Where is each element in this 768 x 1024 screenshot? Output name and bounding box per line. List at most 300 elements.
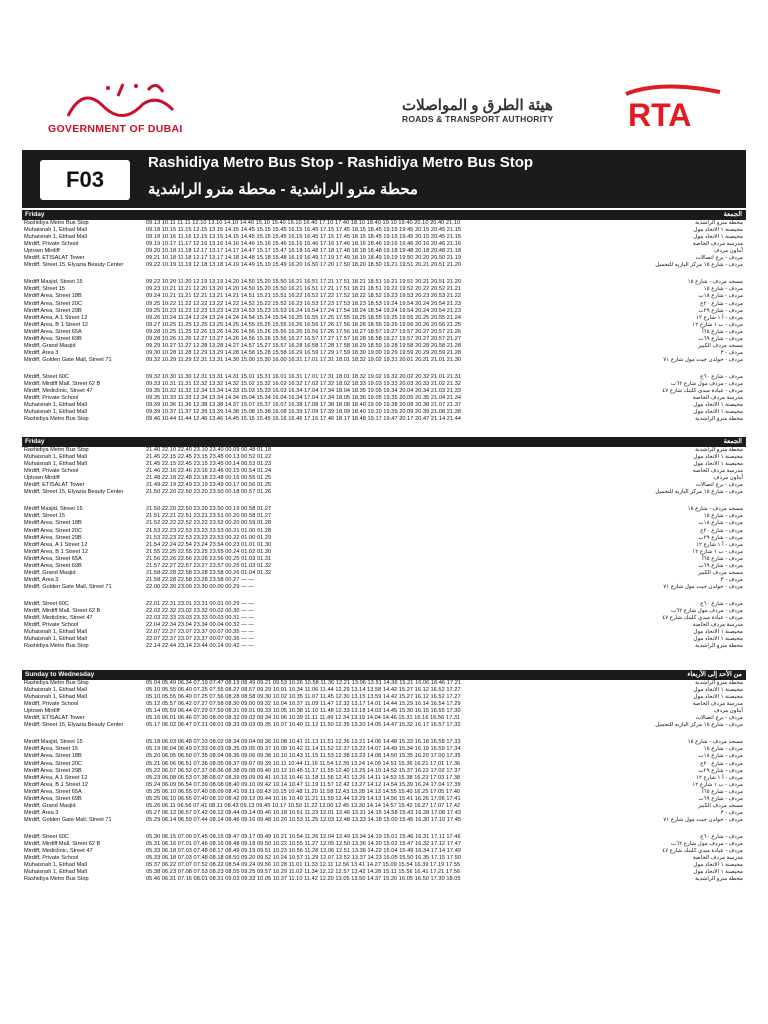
stop-name-arabic: مردف - شارع ٦٩ب — [698, 795, 743, 802]
table-row — [22, 789, 746, 796]
departure-times: 05.33 06.18 07.03 07.48 08.18 08.50 09.20 09.52 10.24 10.57 11.29 12.07 12.52 13.37 14.23 15.05 15.50 16.35 17.15 17.50 — [146, 855, 462, 862]
stop-name-arabic: مسجد مردف - شارع ١٥ — [687, 739, 743, 746]
table-row — [22, 388, 746, 395]
stop-name: Mirdiff Area, Street 69B — [24, 795, 82, 802]
departure-times: 05.12 05.57 06.42 07.27 07.58 08.30 09.00 09.32 10.04 10.37 11.09 11.47 12.32 13.17 14.01 14.44 15.29 16.14 16.54 17.29 — [146, 701, 461, 708]
table-row — [22, 262, 746, 276]
table-row — [22, 636, 746, 643]
stop-name-arabic: مردف - برج اتصالات — [695, 715, 743, 722]
svg-text:RTA: RTA — [628, 97, 692, 132]
table-row — [22, 584, 746, 598]
stop-name: Mirdiff Area, Street 29B — [24, 307, 82, 314]
departure-times: 21.55 22.25 22.55 23.25 23.55 00.24 01.02 01.30 — [146, 548, 272, 555]
stop-name: Mirdiff Area, Street 20C — [24, 527, 83, 534]
stop-name: Mirdiff Area, A 1 Street 12 — [24, 314, 88, 321]
stop-name-arabic: محيصنة ١ الاتحاد مول — [693, 461, 743, 468]
stop-name-arabic: مردف - شارع ٦٠ج — [700, 833, 743, 840]
departure-times: 21.56 22.26 22.56 23.26 23.56 00.25 01.03 01.31 — [146, 555, 272, 562]
stop-name-arabic: مردف - شارع ٦٩ب — [698, 335, 743, 342]
stop-name-arabic: أبتاون مردف — [713, 248, 743, 255]
stop-name-arabic: مردف - شارع ٢٩ب — [698, 534, 743, 541]
stop-name: Mirdiff Area, Street 20C — [24, 300, 83, 307]
table-row — [22, 220, 746, 227]
departure-times: 05.26 06.11 06.56 07.41 08.11 08.43 09.13 09.45 10.17 10.50 11.22 12.00 12.45 13.30 14.14 14.57 15.42 16.27 17.07 17.42 — [146, 802, 461, 809]
table-row — [22, 468, 746, 475]
stop-name-arabic: محطة مترو الراشدية — [695, 643, 743, 650]
table-row — [22, 343, 746, 350]
stop-name: Muhaisnah 1, Etihad Mall — [24, 234, 87, 241]
day-label-arabic: من الأحد إلى الأربعاء — [687, 671, 742, 678]
stop-name-arabic: مسجد مردف الكبير — [698, 342, 743, 349]
table-row — [22, 556, 746, 563]
stop-name: Mirdiff, Mediclinic, Street 47 — [24, 388, 93, 395]
stop-name: Mirdiff Area, Street 18B — [24, 520, 82, 527]
stop-name-arabic: مردف - جولدن جيت مول شارع ٧١ — [663, 356, 743, 363]
stop-name: Muhaisnah 1, Etihad Mall — [24, 629, 87, 636]
stop-name-arabic: محيصنة ١ الاتحاد مول — [693, 402, 743, 409]
departure-times: 09.39 10.37 11.37 12.39 13.39 14.38 15.08 15.38 16.08 16.39 17.09 17.39 18.09 18.40 19.10 19.39 20.09 20.39 21.08 21.38 — [146, 409, 462, 416]
table-row — [22, 608, 746, 615]
stop-name: Muhaisnah 1, Etihad Mall — [24, 454, 87, 461]
departure-times: 05.10 05.55 06.40 07.25 07.55 08.27 08.57 09.29 10.01 10.34 11.06 11.44 12.29 13.14 13.58 14.42 15.27 16.12 16.52 17.27 — [146, 687, 461, 694]
government-of-dubai-text: GOVERNMENT OF DUBAI — [48, 123, 183, 135]
departure-times: 22.07 22.37 23.07 23.37 00.07 00.36 — — — [146, 636, 255, 643]
departure-times: 09.27 10.25 11.25 12.25 13.25 14.25 14.55 15.25 15.55 16.26 16.56 17.26 17.56 18.26 18.56 19.26 19.56 20.26 20.56 21.25 — [146, 321, 462, 328]
stop-name: Mirdiff Area, B 1 Street 12 — [24, 548, 88, 555]
departure-times: 21.58 22.28 22.58 23.28 23.58 00.27 — — — [146, 576, 255, 583]
stop-name-arabic: مردف - شارع ٦٥أ — [702, 788, 743, 795]
stop-name-arabic: مردف - ٣ — [720, 349, 743, 356]
stop-name-arabic: مردف - شارع ٦٠ج — [700, 373, 743, 380]
departure-times: 05.23 06.08 06.53 07.38 08.07 08.39 09.09 09.41 10.13 10.46 11.18 11.56 12.41 13.26 14.11 14.53 15.38 16.23 17.03 17.38 — [146, 774, 461, 781]
table-row — [22, 475, 746, 482]
stop-name-arabic: مدرسة مردف الخاصة — [692, 701, 743, 708]
stop-name: Mirdiff, Private School — [24, 622, 79, 629]
stop-name: Mirdiff, Street 60C — [24, 600, 69, 607]
stop-name-arabic: محطة مترو الراشدية — [695, 416, 743, 423]
departure-times: 21.57 22.27 22.57 23.27 23.57 00.25 01.03 01.32 — [146, 562, 272, 569]
departure-times: 09.28 10.25 11.25 12.26 13.26 14.26 14.56 15.26 15.56 16.26 16.56 17.26 17.56 18.27 18.57 19.27 19.57 20.27 20.57 21.26 — [146, 328, 462, 335]
table-row — [22, 329, 746, 336]
stop-name: Mirdiff, Mirdiff Mall, Street 62 B — [24, 608, 101, 615]
route-number: F03 — [40, 160, 130, 200]
table-row — [22, 739, 746, 746]
table-row — [22, 803, 746, 810]
stop-name: Mirdiff, Street 60C — [24, 833, 69, 840]
page-header — [0, 0, 768, 148]
stop-name: Mirdiff, Golden Gate Mall, Street 71 — [24, 356, 112, 363]
stop-name: Mirdiff, Area 3 — [24, 349, 59, 356]
table-row — [22, 549, 746, 556]
stop-name: Mirdiff, Mirdiff Mall, Street 62 B — [24, 381, 101, 388]
departure-times: 05.29 06.14 06.59 07.44 08.14 08.46 09.16 09.48 10.20 10.53 11.25 12.03 12.48 13.33 14.18 15.00 15.45 16.30 17.10 17.45 — [146, 816, 462, 823]
stop-name-arabic: مدرسة مردف الخاصة — [692, 395, 743, 402]
stop-name-arabic: مردف - أ ١ شارع ١٢ — [695, 314, 743, 321]
stop-name: Muhaisnah 1, Etihad Mall — [24, 402, 87, 409]
stop-name: Mirdiff Area, Street 65A — [24, 555, 82, 562]
table-row — [22, 542, 746, 549]
stop-name-arabic: مسجد مردف - شارع ١٥ — [687, 506, 743, 513]
departure-times: 05.14 05.59 06.44 07.29 07.59 08.31 09.01 09.33 10.05 10.38 11.10 11.48 12.33 13.18 14.03 14.45 15.30 16.15 16.55 17.30 — [146, 708, 461, 715]
departure-times: 22.04 22.34 23.04 23.34 00.04 00.32 — — — [146, 622, 255, 629]
departure-times: 22.03 22.33 23.03 23.33 00.03 00.31 — — — [146, 615, 255, 622]
stop-name-arabic: مردف - شارع ١٥ — [703, 286, 743, 293]
stop-name: Mirdiff Area, B 1 Street 12 — [24, 781, 88, 788]
table-row — [22, 336, 746, 343]
stop-name-arabic: محيصنة ١ الاتحاد مول — [693, 862, 743, 869]
stop-name-arabic: محطة مترو الراشدية — [695, 680, 743, 686]
table-row — [22, 810, 746, 817]
stop-name-arabic: محيصنة ١ الاتحاد مول — [693, 454, 743, 461]
stop-name-arabic: مسجد مردف الكبير — [698, 802, 743, 809]
table-row — [22, 834, 746, 841]
departure-times: 09.13 10.11 11.11 12.10 13.10 14.10 14.40 15.10 15.40 16.10 16.40 17.10 17.40 18.10 18.40 19.10 19.40 20.10 20.40 21.10 — [146, 220, 461, 226]
stop-name: Mirdiff, Street 15 — [24, 513, 65, 520]
table-row — [22, 535, 746, 542]
stop-name: Mirdiff, Grand Masjid — [24, 342, 76, 349]
stop-name: Mirdiff, Street 15 — [24, 286, 65, 293]
departure-times: 22.02 22.32 23.02 23.32 00.02 00.30 — — — [146, 608, 255, 615]
stop-name-arabic: مردف - جولدن جيت مول شارع ٧١ — [663, 583, 743, 590]
rta-logo — [620, 84, 732, 132]
departure-times: 09.28 10.26 11.26 12.27 13.27 14.26 14.56 15.26 15.56 16.27 16.57 17.27 17.57 18.28 18.58 19.27 19.57 20.27 20.57 21.27 — [146, 335, 462, 342]
table-row — [22, 528, 746, 535]
departure-times: 09.30 10.28 11.28 12.29 13.29 14.28 14.58 15.28 15.58 16.29 16.59 17.29 17.59 18.30 19.00 19.29 19.59 20.29 20.59 21.28 — [146, 349, 462, 356]
departure-times: 05.19 06.04 06.49 07.33 08.03 08.35 09.05 09.37 10.09 10.42 11.14 11.52 12.37 13.22 14.07 14.49 15.34 16.19 16.59 17.34 — [146, 746, 461, 753]
stop-name: Mirdiff, Golden Gate Mall, Street 71 — [24, 583, 112, 590]
stop-name: Mirdiff, Mirdiff Mall, Street 62 B — [24, 841, 101, 848]
stop-name-arabic: محيصنة ١ الاتحاد مول — [693, 636, 743, 643]
stop-name: Mirdiff Masjid, Street 15 — [24, 739, 83, 746]
stop-name-arabic: مسجد مردف الكبير — [698, 569, 743, 576]
departure-times: 05.38 06.23 07.08 07.53 08.23 08.55 09.25 09.57 10.29 11.02 11.34 12.12 12.57 13.42 14.28 15.11 15.56 16.41 17.21 17.56 — [146, 869, 461, 876]
day-label-english: Friday — [25, 211, 45, 218]
departure-times: 09.22 10.19 11.19 12.18 13.18 14.19 14.49 15.19 15.49 16.20 16.50 17.20 17.50 18.20 18.50 19.21 19.51 20.21 20.51 21.20 — [146, 262, 462, 269]
stop-name-arabic: مردف - شارع ٦٩ب — [698, 562, 743, 569]
day-label-arabic: الجمعة — [723, 438, 742, 445]
table-row — [22, 722, 746, 736]
stop-name-arabic: مردف - شارع ١٨ب — [698, 753, 743, 760]
table-row — [22, 381, 746, 388]
departure-times: 21.50 22.20 22.50 23.20 23.50 00.19 00.58 01.27 — [146, 506, 272, 513]
departure-times: 05.04 05.49 06.34 07.19 07.47 08.19 08.49 09.21 09.53 10.26 10.58 11.36 12.21 13.06 13.51 14.36 15.21 16.06 16.46 17.21 — [146, 680, 462, 686]
table-row — [22, 708, 746, 715]
stop-name: Mirdiff Masjid, Street 15 — [24, 279, 83, 286]
departure-times: 22.01 22.31 23.01 23.31 00.01 00.29 — — — [146, 600, 255, 607]
stop-name: Muhaisnah 1, Etihad Mall — [24, 869, 87, 876]
departure-times: 05.30 06.15 07.00 07.45 08.15 08.47 09.17 09.49 10.21 10.54 11.26 12.04 12.49 13.34 14.19 15.01 15.46 16.31 17.11 17.46 — [146, 833, 461, 840]
stop-name: Rashidiya Metro Bus Stop — [24, 416, 89, 423]
stop-name: Mirdiff, ETISALAT Tower — [24, 482, 85, 489]
stop-name-arabic: مدرسة مردف الخاصة — [692, 855, 743, 862]
departure-times: 09.26 10.24 11.24 12.24 13.24 14.24 14.54 15.24 15.54 16.25 16.55 17.25 17.55 18.25 18.55 19.25 19.55 20.25 20.55 21.24 — [146, 314, 462, 321]
stop-name: Mirdiff, Area 3 — [24, 576, 59, 583]
table-row — [22, 701, 746, 708]
section-header — [22, 670, 746, 680]
departure-times: 09.35 10.32 11.32 12.34 13.34 14.33 15.03 15.33 16.03 16.34 17.04 17.34 18.04 18.35 19.05 19.34 20.04 20.34 21.03 21.33 — [146, 388, 462, 395]
stop-name: Rashidiya Metro Bus Stop — [24, 643, 89, 650]
departure-times: 09.18 10.15 11.15 12.15 13.15 14.15 14.45 15.15 15.45 16.15 16.45 17.15 17.45 18.15 18.45 19.15 19.45 20.15 20.45 21.15 — [146, 227, 462, 234]
table-row — [22, 322, 746, 329]
stop-name-arabic: مردف - مردف مول شارع ٦٢ب — [670, 381, 743, 388]
stop-name-arabic: مردف - شارع ١٨ب — [698, 520, 743, 527]
stop-name-arabic: محيصنة ١ الاتحاد مول — [693, 227, 743, 234]
stop-name-arabic: مردف - ب ١ شارع ١٢ — [692, 548, 743, 555]
departure-times: 09.33 10.31 11.31 12.32 13.32 14.32 15.02 15.32 16.02 16.32 17.02 17.32 18.02 18.33 19.03 19.33 20.03 20.33 21.02 21.32 — [146, 381, 462, 388]
departure-times: 05.33 06.18 07.03 07.48 08.17 08.49 09.19 09.51 10.23 10.56 11.28 12.06 12.51 13.36 14.22 15.04 15.49 16.34 17.14 17.49 — [146, 848, 462, 855]
table-row — [22, 715, 746, 722]
departure-times: 09.35 10.33 11.33 12.34 13.34 14.34 15.04 15.34 16.04 16.34 17.04 17.34 18.05 18.36 19.05 19.35 20.05 20.35 21.04 21.34 — [146, 395, 462, 402]
table-row — [22, 402, 746, 409]
stop-name: Mirdiff Masjid, Street 15 — [24, 506, 83, 513]
departure-times: 22.00 22.30 23.00 23.30 00.00 00.29 — — — [146, 583, 255, 590]
stop-name-arabic: محطة مترو الراشدية — [695, 220, 743, 226]
table-row — [22, 862, 746, 869]
departure-times: 21.46 22.16 22.46 23.16 23.46 00.15 00.54 01.24 — [146, 468, 272, 475]
departure-times: 05.24 06.09 06.54 07.39 08.08 08.40 09.10 09.42 10.14 10.47 11.19 11.57 12.42 13.27 14.12 14.54 15.39 16.24 17.04 17.39 — [146, 781, 461, 788]
stop-name: Uptown Mirdiff — [24, 248, 60, 255]
stop-name-arabic: مردف - شارع ١٥ مركز اليازيه للتجميل — [655, 262, 743, 269]
departure-times: 09.22 10.20 11.20 12.19 13.19 14.20 14.50 15.20 15.50 16.21 16.51 17.21 17.51 18.21 18.51 19.21 19.51 20.21 20.51 21.20 — [146, 279, 462, 286]
stop-name-arabic: محطة مترو الراشدية — [695, 876, 743, 883]
departure-times: 05.17 06.02 06.47 07.31 08.01 08.33 09.03 09.35 10.07 10.40 11.12 11.50 12.35 13.20 14.05 14.47 15.32 16.17 16.57 17.32 — [146, 722, 461, 729]
table-row — [22, 694, 746, 701]
stop-name-arabic: مردف - شارع ١٥ مركز اليازيه للتجميل — [655, 722, 743, 729]
table-row — [22, 461, 746, 468]
stop-name-arabic: مردف - شارع ١٥ — [703, 746, 743, 753]
table-row — [22, 601, 746, 608]
table-row — [22, 489, 746, 503]
stop-name: Mirdiff Area, Street 15 — [24, 746, 78, 753]
stop-name-arabic: محيصنة ١ الاتحاد مول — [693, 687, 743, 694]
stop-name: Mirdiff, Private School — [24, 468, 79, 475]
stop-name-arabic: مردف - عيادة ميدي كلينك شارع ٤٧ — [662, 848, 743, 855]
table-row — [22, 817, 746, 831]
departure-times: 05.27 06.12 06.57 07.42 08.12 08.44 09.14 09.46 10.18 10.51 11.23 12.01 12.46 13.31 14.15 14.58 15.43 16.28 17.08 17.43 — [146, 809, 462, 816]
table-row — [22, 409, 746, 416]
stop-name: Rashidiya Metro Bus Stop — [24, 220, 89, 226]
table-row — [22, 350, 746, 357]
departure-times: 09.25 10.23 11.23 12.23 13.23 14.23 14.53 15.23 15.53 16.24 16.54 17.24 17.54 18.24 18.54 19.24 19.54 20.24 20.54 21.23 — [146, 307, 462, 314]
day-label-english: Friday — [25, 438, 45, 445]
departure-times: 05.31 06.16 07.01 07.46 08.16 08.48 09.18 09.50 10.22 10.55 11.27 12.05 12.50 13.36 14.20 15.02 15.47 16.32 17.12 17.47 — [146, 841, 462, 848]
stop-name: Mirdiff, Mediclinic, Street 47 — [24, 848, 93, 855]
stop-name: Muhaisnah 1, Etihad Mall — [24, 636, 87, 643]
table-row — [22, 374, 746, 381]
table-row — [22, 841, 746, 848]
stop-name: Mirdiff Area, Street 29B — [24, 767, 82, 774]
table-row — [22, 308, 746, 315]
departure-times: 09.32 10.30 11.30 12.31 13.31 14.31 15.01 15.31 16.01 16.31 17.01 17.31 18.01 18.32 19.02 19.32 20.02 20.32 21.01 21.31 — [146, 373, 462, 380]
stop-name-arabic: مردف - شارع ٦٥أ — [702, 328, 743, 335]
stop-name-arabic: مسجد مردف - شارع ١٥ — [687, 279, 743, 286]
departure-times: 21.54 22.24 22.54 23.24 23.54 00.23 01.01 01.30 — [146, 541, 272, 548]
stop-name: Mirdiff, Golden Gate Mall, Street 71 — [24, 816, 112, 823]
timetable-section — [22, 670, 746, 883]
table-row — [22, 447, 746, 454]
stop-name: Mirdiff Area, A 1 Street 12 — [24, 774, 88, 781]
rta-name-arabic: هيئة الطرق و المواصلات — [402, 97, 553, 114]
table-row — [22, 680, 746, 687]
stop-name: Uptown Mirdiff — [24, 708, 60, 715]
stop-name-arabic: مردف - ٣ — [720, 809, 743, 816]
stop-name-arabic: مردف - برج اتصالات — [695, 255, 743, 262]
stop-name-arabic: مردف - عيادة ميدي كلينك شارع ٤٧ — [662, 388, 743, 395]
table-row — [22, 506, 746, 513]
stop-name-arabic: مردف - ب ١ شارع ١٢ — [692, 321, 743, 328]
stop-name: Mirdiff, Private School — [24, 241, 79, 248]
section-header — [22, 437, 746, 447]
table-row — [22, 761, 746, 768]
departure-times: 21.51 22.21 22.51 23.21 23.51 00.20 00.58 01.27 — [146, 513, 272, 520]
table-row — [22, 622, 746, 629]
table-row — [22, 563, 746, 570]
rta-name-english: ROADS & TRANSPORT AUTHORITY — [402, 114, 554, 124]
stop-name-arabic: مردف - شارع ٢٠ج — [700, 760, 743, 767]
table-row — [22, 513, 746, 520]
departure-times: 09.25 10.22 11.22 12.22 13.22 14.22 14.52 15.22 15.52 16.23 16.53 17.23 17.53 18.23 18.53 19.24 19.54 20.24 20.54 21.23 — [146, 300, 462, 307]
stop-name: Mirdiff Area, B 1 Street 12 — [24, 321, 88, 328]
route-title-english: Rashidiya Metro Bus Stop - Rashidiya Metro Bus Stop — [148, 154, 534, 171]
table-row — [22, 577, 746, 584]
stop-name: Muhaisnah 1, Etihad Mall — [24, 862, 87, 869]
departure-times: 09.24 10.21 11.21 12.21 13.21 14.21 14.51 15.21 15.51 16.22 16.52 17.22 17.52 18.22 18.52 19.23 19.53 20.23 20.53 21.22 — [146, 293, 462, 300]
stop-name: Mirdiff, Street 15, Elyazia Beauty Center — [24, 262, 124, 269]
stop-name: Mirdiff Area, Street 69B — [24, 562, 82, 569]
stop-name-arabic: مردف - مردف مول شارع ٦٢ب — [670, 608, 743, 615]
table-row — [22, 248, 746, 255]
departure-times: 21.53 22.23 22.53 23.23 23.53 00.22 01.00 01.29 — [146, 534, 272, 541]
table-row — [22, 482, 746, 489]
departure-times: 09.20 10.18 11.18 12.17 13.17 14.17 14.47 15.17 15.47 16.18 16.48 17.18 17.48 18.18 18.48 19.18 19.48 20.18 20.48 21.18 — [146, 248, 462, 255]
stop-name: Mirdiff Area, Street 65A — [24, 328, 82, 335]
stop-name: Mirdiff, Street 60C — [24, 373, 69, 380]
stop-name-arabic: محيصنة ١ الاتحاد مول — [693, 869, 743, 876]
stop-name-arabic: مردف - شارع ٦٠ج — [700, 600, 743, 607]
stop-name-arabic: مدرسة مردف الخاصة — [692, 241, 743, 248]
table-row — [22, 241, 746, 248]
stop-name: Mirdiff, ETISALAT Tower — [24, 715, 85, 722]
table-row — [22, 796, 746, 803]
stop-name-arabic: مردف - عيادة ميدي كلينك شارع ٤٧ — [662, 615, 743, 622]
departure-times: 05.46 06.31 07.16 08.01 08.31 09.03 09.33 10.05 10.37 11.10 11.42 12.20 13.05 13.50 14.37 15.20 16.05 16.50 17.30 18.05 — [146, 876, 461, 883]
departure-times: 21.40 22.10 22.40 23.10 23.40 00.09 00.48 01.18 — [146, 447, 272, 453]
stop-name: Mirdiff Area, A 1 Street 12 — [24, 541, 88, 548]
timetable-section — [22, 210, 746, 423]
table-row — [22, 782, 746, 789]
stop-name-arabic: مدرسة مردف الخاصة — [692, 468, 743, 475]
departure-times: 09.19 10.17 11.17 12.16 13.16 14.16 14.46 15.16 15.46 16.16 16.46 17.16 17.46 18.16 18.46 19.16 19.46 20.16 20.46 21.16 — [146, 241, 462, 248]
table-row — [22, 570, 746, 577]
table-row — [22, 520, 746, 527]
stop-name-arabic: محيصنة ١ الاتحاد مول — [693, 629, 743, 636]
table-row — [22, 746, 746, 753]
table-row — [22, 255, 746, 262]
stop-name-arabic: مردف - شارع ٢٩ب — [698, 307, 743, 314]
stop-name-arabic: مردف - أ ١ شارع ١٢ — [695, 541, 743, 548]
departure-times: 05.21 06.06 06.51 07.36 08.05 08.37 09.07 09.39 10.11 10.44 11.16 11.54 12.39 13.24 14.09 14.51 15.36 16.21 17.01 17.36 — [146, 760, 461, 767]
table-row — [22, 234, 746, 241]
table-row — [22, 315, 746, 322]
table-row — [22, 615, 746, 622]
stop-name: Mirdiff, Grand Masjid — [24, 569, 76, 576]
stop-name: Muhaisnah 1, Etihad Mall — [24, 461, 87, 468]
departure-times: 21.52 22.22 22.52 23.22 23.52 00.20 00.59 01.28 — [146, 520, 272, 527]
departure-times: 05.16 06.01 06.46 07.30 08.00 08.32 09.02 09.34 10.06 10.39 11.11 11.49 12.34 13.19 14.04 14.46 15.31 16.16 16.56 17.31 — [146, 715, 461, 722]
departure-times: 09.39 10.36 11.36 12.38 13.38 14.37 15.07 15.37 16.07 16.38 17.08 17.38 18.08 18.40 19.09 19.38 20.08 20.38 21.07 21.37 — [146, 402, 462, 409]
stop-name: Mirdiff, Private School — [24, 395, 79, 402]
stop-name: Muhaisnah 1, Etihad Mall — [24, 694, 87, 701]
departure-times: 21.45 22.15 22.45 23.15 23.45 00.13 00.52 01.22 — [146, 454, 272, 461]
departure-times: 05.25 06.10 06.55 07.40 08.10 08.42 09.12 09.44 10.16 10.49 11.21 11.59 12.44 13.29 14.13 14.56 15.41 16.26 17.06 17.41 — [146, 795, 461, 802]
departure-times: 05.20 06.05 06.50 07.35 08.04 08.36 09.06 09.38 10.10 10.43 11.15 11.53 12.38 13.23 14.08 14.50 15.35 16.20 17.00 17.35 — [146, 753, 461, 760]
table-row — [22, 876, 746, 883]
table-row — [22, 869, 746, 876]
departure-times: 05.25 06.10 06.55 07.40 08.09 08.41 09.11 09.43 10.15 10.48 11.20 11.58 12.43 13.28 14.13 14.55 15.40 16.25 17.05 17.40 — [146, 788, 461, 795]
stop-name-arabic: مردف - شارع ١٥ مركز اليازيه للتجميل — [655, 489, 743, 496]
stop-name: Mirdiff, ETISALAT Tower — [24, 255, 85, 262]
stop-name-arabic: مردف - شارع ١٨ب — [698, 293, 743, 300]
table-row — [22, 768, 746, 775]
stop-name-arabic: مردف - جولدن جيت مول شارع ٧١ — [663, 816, 743, 823]
stop-name-arabic: مردف - أ ١ شارع ١٢ — [695, 774, 743, 781]
departure-times: 09.29 10.27 11.27 12.28 13.28 14.27 14.57 15.27 15.57 16.28 16.58 17.28 17.58 18.29 18.59 19.28 19.58 20.28 20.58 21.28 — [146, 342, 462, 349]
stop-name-arabic: مدرسة مردف الخاصة — [692, 622, 743, 629]
table-row — [22, 395, 746, 402]
table-row — [22, 753, 746, 760]
table-row — [22, 357, 746, 371]
stop-name: Mirdiff Area, Street 18B — [24, 753, 82, 760]
departure-times: 09.23 10.21 11.21 12.20 13.20 14.20 14.50 15.20 15.50 16.21 16.51 17.21 17.51 18.21 18.51 19.22 19.52 20.22 20.52 21.21 — [146, 286, 462, 293]
departure-times: 22.14 22.44 23.14 23.44 00.14 00.42 — — — [146, 643, 255, 650]
stop-name: Muhaisnah 1, Etihad Mall — [24, 409, 87, 416]
departure-times: 05.18 06.03 06.48 07.33 08.02 08.34 09.04 09.36 10.08 10.41 11.13 11.51 12.36 13.21 14.06 14.48 15.33 16.18 16.58 17.33 — [146, 739, 461, 746]
departure-times: 21.53 22.23 22.53 23.23 23.53 00.21 01.00 01.28 — [146, 527, 272, 534]
stop-name-arabic: محيصنة ١ الاتحاد مول — [693, 409, 743, 416]
stop-name-arabic: محيصنة ١ الاتحاد مول — [693, 694, 743, 701]
stop-name: Muhaisnah 1, Etihad Mall — [24, 687, 87, 694]
table-row — [22, 775, 746, 782]
table-row — [22, 301, 746, 308]
departure-times: 05.10 05.55 06.40 07.25 07.56 08.28 08.58 09.30 10.02 10.35 11.07 11.45 12.30 13.15 13.59 14.42 15.27 16.12 16.52 17.27 — [146, 694, 461, 701]
stop-name-arabic: مردف - مردف مول شارع ٦٢ب — [670, 841, 743, 848]
stop-name-arabic: أبتاون مردف — [713, 475, 743, 482]
table-row — [22, 293, 746, 300]
stop-name-arabic: مردف - شارع ٢٠ج — [700, 300, 743, 307]
stop-name-arabic: مردف - شارع ١٥ — [703, 513, 743, 520]
table-row — [22, 855, 746, 862]
stop-name: Mirdiff, Grand Masjid — [24, 802, 76, 809]
table-row — [22, 454, 746, 461]
table-row — [22, 227, 746, 234]
stop-name: Mirdiff, Street 15, Elyazia Beauty Center — [24, 489, 124, 496]
stop-name-arabic: مردف - برج اتصالات — [695, 482, 743, 489]
timetable-section — [22, 437, 746, 650]
stop-name-arabic: مردف - شارع ٢٠ج — [700, 527, 743, 534]
route-title-arabic: محطة مترو الراشدية - محطة مترو الراشدية — [148, 181, 418, 198]
stop-name: Mirdiff, Street 15, Elyazia Beauty Center — [24, 722, 124, 729]
table-row — [22, 687, 746, 694]
stop-name: Mirdiff, Area 3 — [24, 809, 59, 816]
stop-name-arabic: مردف - شارع ٢٩ب — [698, 767, 743, 774]
stop-name: Uptown Mirdiff — [24, 475, 60, 482]
stop-name-arabic: مردف - ب ١ شارع ١٢ — [692, 781, 743, 788]
day-label-arabic: الجمعة — [723, 211, 742, 218]
section-header — [22, 210, 746, 220]
stop-name-arabic: مردف - شارع ٦٥أ — [702, 555, 743, 562]
stop-name: Mirdiff Area, Street 29B — [24, 534, 82, 541]
stop-name-arabic: أبتاون مردف — [713, 708, 743, 715]
